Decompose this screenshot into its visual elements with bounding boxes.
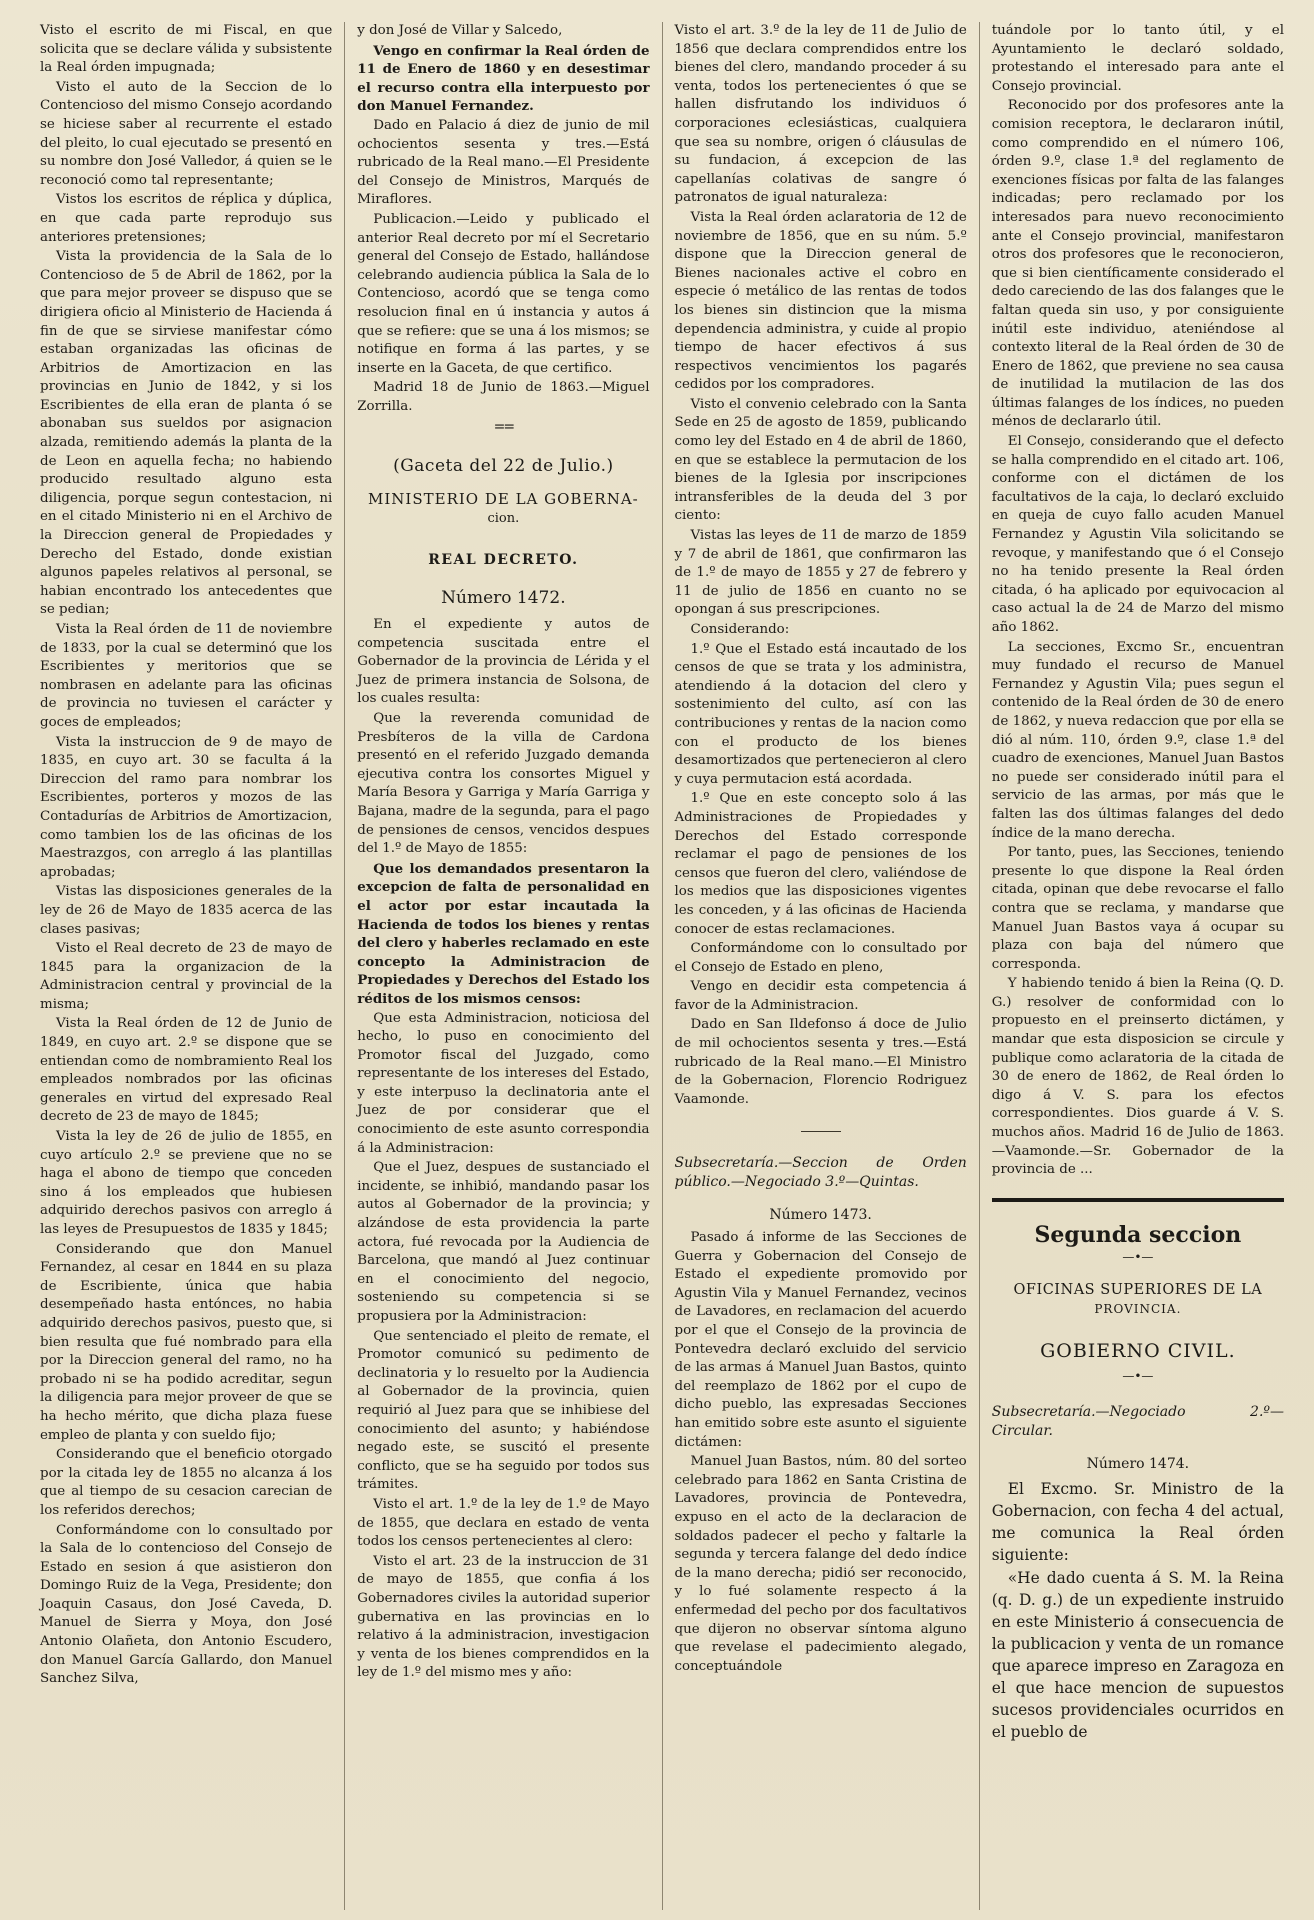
column-2 — [344, 22, 661, 1910]
paragraph: Vengo en confirmar la Real órden de 11 de Enero de 1860 y en desestimar el recurso contra ella interpuesto por don Manuel Fernandez. — [357, 42, 650, 115]
decree-heading: REAL DECRETO. — [428, 551, 579, 568]
paragraph: Visto el escrito de mi Fiscal, en que solicita que se declare válida y subsistente la Real órden impugnada; — [40, 23, 333, 76]
paragraph: Que la reverenda comunidad de Presbíteros de la villa de Cardona presentó en el referido Juzgado demanda ejecutiva contra los consortes Miguel y María Besora y Garriga y María Garriga y Bajana, madre de la segunda, para el pago de pensiones de censos, vencidos despues del 1.º de Mayo de 1855: — [357, 711, 650, 857]
paragraph: Considerando que el beneficio otorgado por la citada ley de 1855 no alcanza á los que al tiempo de su cesacion carecian de los referidos derechos; — [40, 1447, 333, 1518]
paragraph: Por tanto, pues, las Secciones, teniendo presente lo que dispone la Real órden citada, opinan que debe revocarse el fallo contra que se reclama, y mandarse que Manuel Juan Bastos vaya á ocupar su plaza con baja del número que corresponda. — [991, 845, 1284, 972]
paragraph: Dado en Palacio á diez de junio de mil ochocientos sesenta y tres.—Está rubricado de la Real mano.—El Presidente del Consejo de Ministros, Marqués de Miraflores. — [357, 117, 650, 208]
paragraph: Que esta Administracion, noticiosa del hecho, lo puso en conocimiento del Promotor fiscal del Juzgado, como representante de los intereses del Estado, y este interpuso la declinatoria ante el Juez de por considerar que el conocimiento de este asunto correspondia á la Administracion: — [357, 1010, 650, 1156]
paragraph: Y habiendo tenido á bien la Reina (Q. D. G.) resolver de conformidad con lo propuesto en el preinserto dictámen, y mandar que esta disposicion se circule y publique como aclaratoria de la citada de 30 de enero de 1862, de Real órden lo digo á V. S. para los efectos correspondientes. Dios guarde á V. S. muchos años. Madrid 16 de Julio de 1863.—Vaamonde.—Sr. Gobernador de la provincia de ... — [991, 976, 1284, 1178]
paragraph: Vista la Real órden aclaratoria de 12 de noviembre de 1856, que en su núm. 5.º dispone que la Direccion general de Bienes nacionales active el cobro en especie ó metálico de las rentas de todos los bienes sin distincion que la misma dependencia administra, y cuide al propio tiempo de hacer efectivos á sus respectivos vencimientos los pagarés cedidos por los compradores. — [674, 209, 967, 393]
paragraph: Manuel Juan Bastos, núm. 80 del sorteo celebrado para 1862 en Santa Cristina de Lavadores, provincia de Pontevedra, expuso en el acto de la declaracion de soldados padecer el pecho y faltarle la segunda y tercera falange del dedo índice de la mano derecha; pidió ser reconocido, y lo fué solamente respecto á la enfermedad del pecho por dos facultativos que dijeron no observar síntoma alguno que revelase el padecimiento alegado, conceptuándole — [674, 1454, 967, 1674]
paragraph: Vista la ley de 26 de julio de 1855, en cuyo artículo 2.º se previene que no se haga el abono de tiempo que conceden sino á los empleados que hubiesen adquirido derechos pasivos con arreglo á las leyes de Presupuestos de 1835 y 1845; — [40, 1129, 333, 1237]
columns — [28, 22, 1296, 1910]
paragraph: La secciones, Excmo Sr., encuentran muy fundado el recurso de Manuel Fernandez y Agustin Vila; pues segun el contenido de la Real órden de 30 de enero de 1862, y nueva redaccion que por ella se dió al núm. 110, órden 9.º, clase 1.ª del cuadro de exenciones, Manuel Juan Bastos no puede ser considerado inútil para el servicio de las armas, por más que le falten las dos últimas falanges del dedo índice de la mano derecha. — [991, 639, 1284, 841]
paragraph: Pasado á informe de las Secciones de Guerra y Gobernacion del Consejo de Estado el expediente promovido por Agustin Vila y Manuel Fernandez, vecinos de Lavadores, en reclamacion del acuerdo por el que el Consejo de la provincia de Pontevedra declaró excluido del servicio de las armas á Manuel Juan Bastos, quinto del reemplazo de 1862 por el cupo de dicho pueblo, las expresadas Secciones han emitido sobre este asunto el siguiente dictámen: — [674, 1230, 967, 1450]
offices-heading: OFICINAS SUPERIORES DE LA — [1013, 1282, 1263, 1298]
paragraph: Que sentenciado el pleito de remate, el Promotor comunicó su pedimento de declinatoria y lo resuelto por la Audiencia al Gobernador de la provincia, quien requirió al Juez para que se inhibiese del conocimiento del asunto; y habiéndose negado este, se suscitó el presente conflicto, que se ha seguido por todos sus trámites. — [357, 1328, 650, 1493]
paragraph: Publicacion.—Leido y publicado el anterior Real decreto por mí el Secretario general del Consejo de Estado, hallándose celebrando audiencia pública la Sala de lo Contencioso, acordó que se tenga como resolucion final en ú instancia y autos á que se refiere: que se una á los mismos; se notifique en forma á las partes, y se inserte en la Gaceta, de que certifico. — [357, 211, 650, 376]
large-text-block — [992, 1478, 1284, 1743]
paragraph: Vista la Real órden de 11 de noviembre de 1833, por la cual se determinó que los Escribientes y meritorios que se nombrasen en adelante para las oficinas de provincia no tuviesen el carácter y goces de empleados; — [40, 622, 333, 730]
paragraph: En el expediente y autos de competencia suscitada entre el Gobernador de la provincia de Lérida y el Juez de primera instancia de Solsona, de los cuales resulta: — [357, 617, 650, 707]
paragraph: El Excmo. Sr. Ministro de la Gobernacion, con fecha 4 del actual, me comunica la Real órden siguiente: — [991, 1479, 1284, 1564]
paragraph: Considerando: — [690, 622, 790, 637]
paragraph: Visto el art. 1.º de la ley de 1.º de Mayo de 1855, que declara en estado de venta todos los censos pertenecientes al clero: — [357, 1496, 650, 1550]
subsection-heading: Subsecretaría.—Seccion de Orden público.—Negociado 3.º—Quintas. — [674, 1155, 967, 1191]
paragraph: Visto el auto de la Seccion de lo Contencioso del mismo Consejo acordando se hiciese saber al recurrente el estado del pleito, lo cual ejecutado se presentó en su nombre don José Valledor, á quien se le reconoció como tal representante; — [40, 79, 333, 188]
paragraph: 1.º Que en este concepto solo á las Administraciones de Propiedades y Derechos del Estado corresponde reclamar el pago de pensiones de los censos que fueron del clero, valiéndose de los medios que las disposiciones vigentes les conceden, y á las oficinas de Hacienda conocer de estas reclamaciones. — [674, 791, 967, 937]
paragraph: Dado en San Ildefonso á doce de Julio de mil ochocientos sesenta y tres.—Está rubricado de la Real mano.—El Ministro de la Gobernacion, Florencio Rodriguez Vaamonde. — [674, 1017, 967, 1107]
paragraph: Considerando que don Manuel Fernandez, al cesar en 1844 en su plaza de Escribiente, única que habia desempeñado hasta entónces, no habia adquirido derechos pasivos, puesto que, si bien resulta que fué nombrado para ella por la Direccion general del ramo, no ha probado ni se ha podido acreditar, segun la diligencia para mejor proveer de que se ha hecho mérito, que dicha plaza fuese empleo de planta y con sueldo fijo; — [40, 1241, 333, 1443]
paragraph: Vistos los escritos de réplica y dúplica, en que cada parte reprodujo sus anteriores pretensiones; — [40, 192, 333, 245]
ornament-dash: —•— — [1122, 1250, 1154, 1265]
paragraph: Vista la Real órden de 12 de Junio de 1849, en cuyo art. 2.º se dispone que se entiendan como de nombramiento Real los empleados nombrados por las oficinas generales en virtud del expresado Real decreto de 23 de mayo de 1845; — [40, 1016, 333, 1125]
paragraph: Vista la providencia de la Sala de lo Contencioso de 5 de Abril de 1862, por la que para mejor proveer se dispuso que se dirigiera oficio al Ministerio de Hacienda á fin de que se sirviese manifestar cómo estaban organizadas las oficinas de Arbitrios de Amortizacion en las provincias en Junio de 1842, y si los Escribientes de ella eran de planta ó se abonaban sus sueldos por asignacion alzada, remitiendo además la planta de la de Leon en aquella fecha; no habiendo producido resultado alguno esta diligencia, porque segun contestacion, ni en el citado Ministerio ni en el Archivo de la Direccion general de Propiedades y Derecho del Estado, donde existian algunos papeles relativos al personal, se habian encontrado los antecedentes que se pedian; — [40, 249, 333, 618]
paragraph: Conformándome con lo consultado por la Sala de lo contencioso del Consejo de Estado en sesion á que asistieron don Domingo Ruiz de la Vega, Presidente; don Joaquin Casaus, don José Caveda, D. Manuel de Sierra y Moya, don José Antonio Olañeta, don Antonio Escudero, don Manuel García Gallardo, don Manuel Sanchez Silva, — [40, 1522, 333, 1687]
column-3 — [662, 22, 979, 1910]
column-1 — [28, 22, 344, 1910]
paragraph: Visto el convenio celebrado con la Santa Sede en 25 de agosto de 1859, publicando como ley del Estado en 4 de abril de 1860, en que se establece la permutacion de los bienes de la Iglesia por inscripciones intransferibles de la deuda del 3 por ciento: — [674, 396, 967, 524]
paragraph: Que el Juez, despues de sustanciado el incidente, se inhibió, mandando pasar los autos al Gobernador de la provincia; y alzándose de esta providencia la parte actora, fué revocada por la Audiencia de Barcelona, que mandó al Juez continuar en el conocimiento del negocio, sosteniendo su competencia si se propusiera por la Administracion: — [357, 1160, 650, 1324]
number-heading: Número 1472. — [441, 588, 566, 609]
paragraph: Vistas las disposiciones generales de la ley de 26 de Mayo de 1835 acerca de las clases pasivas; — [40, 884, 333, 937]
section-divider — [992, 1198, 1284, 1202]
paragraph: «He dado cuenta á S. M. la Reina (q. D. g.) de un expediente instruido en este Ministerio á consecuencia de la publicacion y venta de un romance que aparece impreso en Zaragoza en el que hace mencion de supuestos sucesos providenciales ocurridos en el pueblo de — [991, 1568, 1284, 1741]
paragraph: tuándole por lo tanto útil, y el Ayuntamiento le declaró soldado, protestando el interesado para ante el Consejo provincial. — [991, 23, 1284, 94]
separator: == — [493, 419, 514, 436]
paragraph: Visto el Real decreto de 23 de mayo de 1845 para la organizacion de la Administracion central y provincial de la misma; — [40, 941, 333, 1012]
paragraph: Conformándome con lo consultado por el Consejo de Estado en pleno, — [674, 941, 967, 975]
paragraph: 1.º Que el Estado está incautado de los censos de que se trata y los administra, atendiendo á la dotacion del clero y sostenimiento del culto, así con las contribuciones y rentas de la nacion como con el producto de los bienes desamortizados que pertenecieron al clero y cuya permutacion está acordada. — [674, 641, 967, 787]
section-title: Segunda seccion — [1034, 1221, 1242, 1248]
gobierno-heading: GOBIERNO CIVIL. — [1040, 1340, 1236, 1363]
number-heading: Número 1473. — [769, 1207, 872, 1224]
subsection-heading: Subsecretaría.—Negociado 2.º—Circular. — [991, 1404, 1284, 1440]
signature-line: Madrid 18 de Junio de 1863.—Miguel Zorrilla. — [357, 380, 650, 414]
column-4 — [979, 22, 1296, 1910]
paragraph: Vista la instruccion de 9 de mayo de 1835, en cuyo art. 30 se faculta á la Direccion del ramo para nombrar los Escribientes, porteros y mozos de las Contadurías de Arbitrios de Amortizacion, como tambien los de las oficinas de los Maestrazgos, con arreglo á las plantillas aprobadas; — [40, 734, 333, 880]
paragraph: Reconocido por dos profesores ante la comision receptora, le declararon inútil, como comprendido en el número 106, órden 9.º, clase 1.ª del reglamento de exenciones físicas por falta de las falanges indicadas; pero reclamado por los interesados para nuevo reconocimiento ante el Consejo provincial, manifestaron otros dos profesores que le reconocieron, que si bien científicamente considerado el dedo careciendo de las dos falanges que le faltan queda sin uso, y por consiguiente inútil este individuo, ateniéndose al contexto literal de la Real órden de 30 de Enero de 1862, que previene no sea causa de inutilidad la mutilacion de las dos últimas falanges de los índices, no pueden ménos de declararlo útil. — [991, 98, 1284, 430]
ministry-heading-tail: cion. — [487, 511, 520, 527]
gaceta-heading: (Gaceta del 22 de Julio.) — [393, 456, 614, 477]
ministry-heading: MINISTERIO DE LA GOBERNA- — [368, 489, 639, 508]
paragraph: Vistas las leyes de 11 de marzo de 1859 y 7 de abril de 1861, que confirmaron las de 1.º de mayo de 1855 y 27 de febrero y 11 de julio de 1856 en cuanto no se opongan á sus prescripciones. — [674, 528, 967, 618]
paragraph: y don José de Villar y Salcedo, — [357, 23, 563, 38]
offices-subheading: PROVINCIA. — [1094, 1301, 1182, 1316]
paragraph: El Consejo, considerando que el defecto se halla comprendido en el citado art. 106, conforme con el dictámen de los facultativos de la caja, lo declaró excluido en queja de cuyo fallo acuden Manuel Fernandez y Agustin Vila solicitando se revoque, y manifestando que ó el Consejo no ha tenido presente la Real órden citada, ó ha aplicado por equivocacion al caso actual la de 24 de Marzo del mismo año 1862. — [991, 434, 1284, 635]
divider — [801, 1131, 841, 1132]
paragraph: Visto el art. 3.º de la ley de 11 de Julio de 1856 que declara comprendidos entre los bienes del clero, mandando proceder á su venta, todos los pertenecientes ó que se hallen disfrutando los individuos ó corporaciones eclesiásticas, cualquiera que sea su nombre, origen ó cláusulas de su fundacion, á excepcion de las capellanías colativas de sangre ó patronatos de igual naturaleza: — [674, 23, 967, 206]
number-heading: Número 1474. — [1086, 1456, 1190, 1473]
ornament-dash: —•— — [1122, 1368, 1154, 1383]
paragraph: Que los demandados presentaron la excepcion de falta de personalidad en el actor por estar incautada la Hacienda de todos los bienes y rentas del clero y haberles reclamado en este concepto la Administracion de Propiedades y Derechos del Estado los réditos de los mismos censos: — [357, 860, 650, 1007]
paragraph: Visto el art. 23 de la instruccion de 31 de mayo de 1855, que confia á los Gobernadores civiles la autoridad superior gubernativa en las provincias en lo relativo á la administracion, investigacion y venta de los bienes comprendidos en la ley de 1.º del mismo mes y año: — [357, 1553, 650, 1681]
paragraph: Vengo en decidir esta competencia á favor de la Administracion. — [674, 979, 967, 1013]
